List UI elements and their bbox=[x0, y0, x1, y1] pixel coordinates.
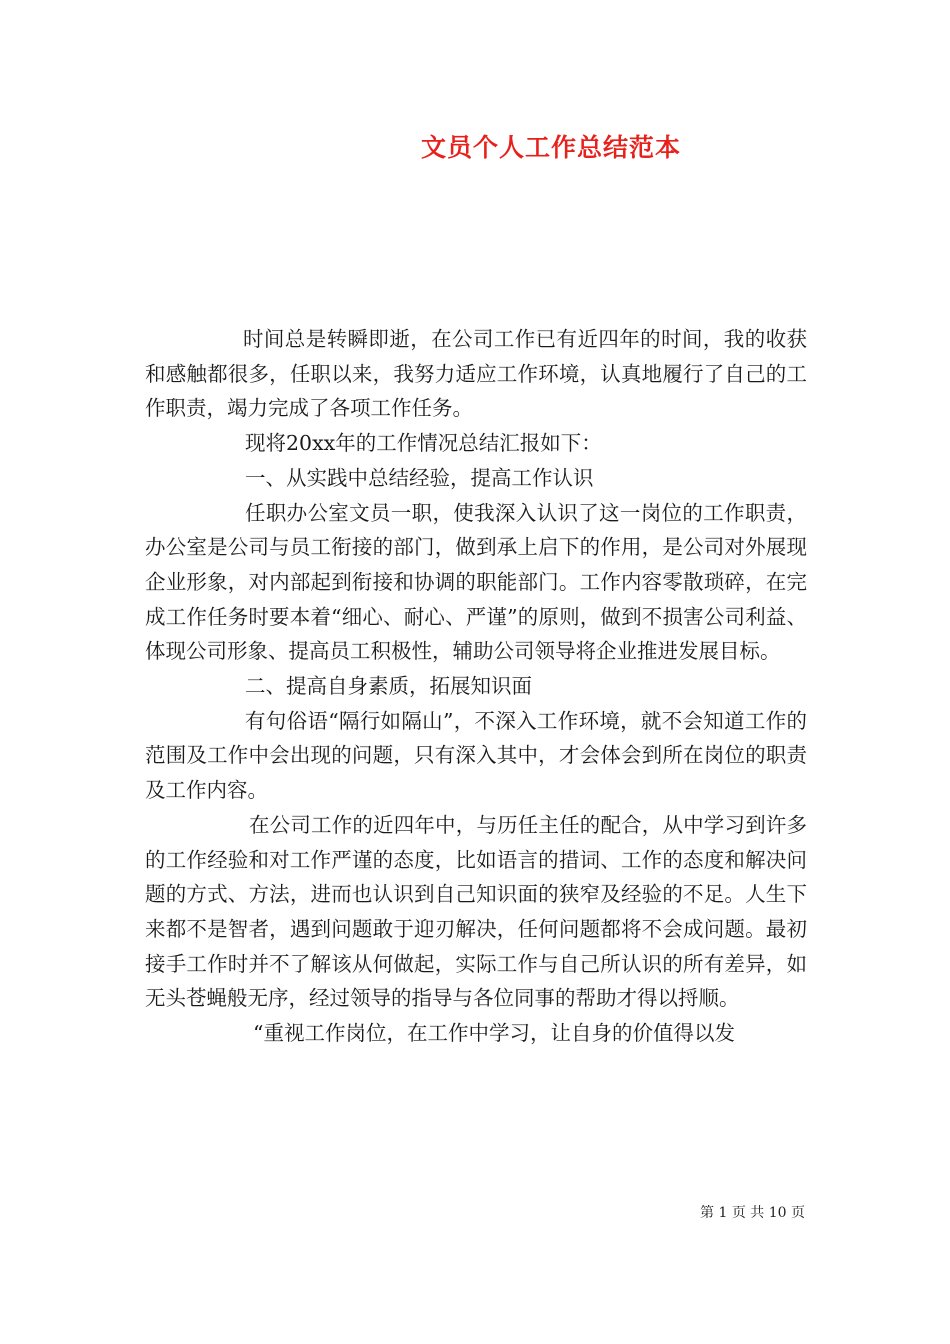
document-title: 文员个人工作总结范本 bbox=[420, 133, 681, 162]
page-number-footer: 第 1 页 共 10 页 bbox=[700, 1205, 805, 1221]
paragraph-section-1: 任职办公室文员一职，使我深入认识了这一岗位的工作职责，办公室是公司与员工衔接的部门，做到承上启下的作用，是公司对外展现企业形象，对内部起到衔接和协调的职能部门。工作内容零散琐碎，在完成工作任务时要本着“细心、耐心、严谨”的原则，做到不损害公司利益、体现公司形象、提高员工积极性，辅助公司领导将企业推进发展目标。 bbox=[145, 500, 807, 664]
section-heading-1: 一、从实践中总结经验，提高工作认识 bbox=[245, 465, 594, 490]
paragraph-intro: 时间总是转瞬即逝，在公司工作已有近四年的时间，我的收获和感触都很多，任职以来，我努力适应工作环境，认真地履行了自己的工作职责，竭力完成了各项工作任务。 bbox=[145, 327, 807, 421]
document-body bbox=[145, 322, 807, 1051]
paragraph-section-2a: 有句俗语“隔行如隔山”，不深入工作环境，就不会知道工作的范围及工作中会出现的问题，只有深入其中，才会体会到所在岗位的职责及工作内容。 bbox=[145, 708, 807, 803]
section-heading-2: 二、提高自身素质，拓展知识面 bbox=[245, 674, 532, 699]
paragraph-report-lead: 现将20xx年的工作情况总结汇报如下： bbox=[245, 431, 602, 456]
paragraph-section-2b: 在公司工作的近四年中，与历任主任的配合，从中学习到许多的工作经验和对工作严谨的态度，比如语言的措词、工作的态度和解决问题的方式、方法，进而也认识到自己知识面的狭窄及经验的不足。人生下来都不是智者，遇到问题敢于迎刃解决，任何问题都将不会成问题。最初接手工作时并不了解该从何做起，实际工作与自己所认识的所有差异，如无头苍蝇般无序，经过领导的指导与各位同事的帮助才得以捋顺。 bbox=[145, 812, 807, 1011]
paragraph-section-2c: “重视工作岗位，在工作中学习，让自身的价值得以发 bbox=[253, 1021, 735, 1046]
